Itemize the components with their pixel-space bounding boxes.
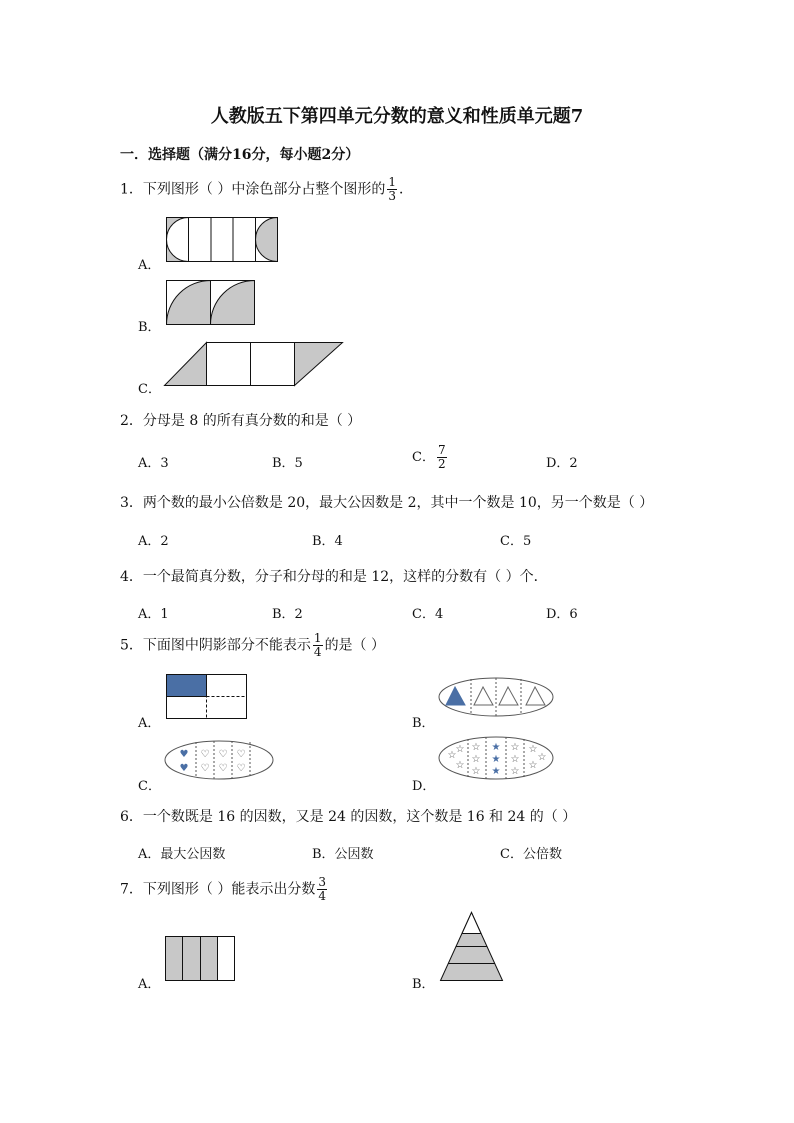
svg-text:☆: ☆ [537,752,547,763]
frac-den: 3 [388,189,396,203]
frac-den: 4 [313,645,322,659]
q1-figure-b [166,280,258,326]
svg-text:♥: ♥ [179,763,189,774]
fraction-three-quarters [317,876,327,903]
q5-option-b-label[interactable]: B． [412,716,435,731]
frac-num: 3 [318,875,326,889]
question-7 [120,876,329,903]
q1-figure-c [164,342,346,388]
question-4-text: 4．一个最简真分数，分子和分母的和是 12，这样的分数有（ ）个． [120,569,548,585]
svg-text:☆: ☆ [471,742,481,753]
q6-option-a[interactable]: A．最大公因数 [138,847,226,862]
q7-option-b-label[interactable]: B． [412,977,435,992]
svg-text:★: ★ [491,742,501,753]
q1-option-c-label[interactable]: C． [138,382,161,397]
q5-option-d-label[interactable]: D． [412,779,436,794]
question-1-end: ． [399,181,413,198]
svg-text:♡: ♡ [200,763,210,774]
svg-text:☆: ☆ [455,760,465,771]
svg-text:☆: ☆ [510,754,520,765]
q3-option-a[interactable]: A．2 [138,534,169,549]
q1-option-a-label[interactable]: A． [138,258,161,273]
q6-option-c[interactable]: C．公倍数 [500,847,562,862]
q5-figure-b [438,677,554,717]
q3-option-c[interactable]: C．5 [500,534,532,549]
section-heading: 一．选择题（满分16分，每小题2分） [120,147,360,163]
q7-figure-a [165,936,237,982]
q2-option-d[interactable]: D．2 [546,456,578,471]
q7-option-a-label[interactable]: A． [138,977,161,992]
question-6-text: 6．一个数既是 16 的因数，又是 24 的因数，这个数是 16 和 24 的（ ） [120,809,577,825]
svg-text:☆: ☆ [528,744,538,755]
q3-option-b[interactable]: B．4 [312,534,343,549]
frac-den: 2 [437,457,446,471]
page-title: 人教版五下第四单元分数的意义和性质单元题7 [210,106,584,127]
svg-text:★: ★ [491,766,501,777]
svg-text:♡: ♡ [218,749,228,760]
svg-text:♥: ♥ [179,749,189,760]
q1-figure-a [166,217,280,263]
q4-option-b[interactable]: B．2 [272,607,303,622]
svg-text:♡: ♡ [218,763,228,774]
q1-option-b-label[interactable]: B． [138,320,161,335]
svg-text:♡: ♡ [236,749,246,760]
svg-text:☆: ☆ [471,754,481,765]
q6-option-b[interactable]: B．公因数 [312,847,374,862]
frac-den: 4 [318,889,326,903]
fraction-seven-halves [437,444,447,471]
question-5 [120,632,385,659]
svg-text:☆: ☆ [471,766,481,777]
q5-figure-c [164,740,276,780]
svg-text:☆: ☆ [510,742,520,753]
question-5-text: 5．下面图中阴影部分不能表示 [120,637,311,654]
q2-option-c[interactable] [412,444,449,471]
q2-option-b[interactable]: B．5 [272,456,303,471]
q5-option-a-label[interactable]: A． [138,716,161,731]
fraction-one-third [387,176,397,203]
q4-option-a[interactable]: A．1 [138,607,169,622]
fraction-one-quarter [313,632,323,659]
svg-text:♡: ♡ [236,763,246,774]
svg-text:♡: ♡ [200,749,210,760]
question-3-text: 3．两个数的最小公倍数是 20，最大公因数是 2，其中一个数是 10，另一个数是（ ） [120,495,654,511]
q2-option-a[interactable]: A．3 [138,456,169,471]
q4-option-c[interactable]: C．4 [412,607,444,622]
svg-text:★: ★ [491,754,501,765]
svg-text:☆: ☆ [447,750,457,761]
frac-num: 7 [437,443,446,457]
q5-figure-d [438,736,554,780]
frac-num: 1 [388,175,396,189]
q2-option-c-label: C． [412,450,435,465]
svg-text:☆: ☆ [455,744,465,755]
frac-num: 1 [313,631,322,645]
q5-figure-a [166,674,248,720]
question-5-end: 的是（ ） [324,637,386,654]
q4-option-d[interactable]: D．6 [546,607,578,622]
question-1 [120,176,413,203]
question-1-text: 1．下列图形（ ）中涂色部分占整个图形的 [120,181,386,198]
svg-text:☆: ☆ [510,766,520,777]
q7-figure-b [440,912,506,982]
question-7-text: 7．下列图形（ ）能表示出分数 [120,881,316,898]
svg-text:☆: ☆ [528,760,538,771]
question-2-text: 2．分母是 8 的所有真分数的和是（ ） [120,413,362,429]
q5-option-c-label[interactable]: C． [138,779,161,794]
